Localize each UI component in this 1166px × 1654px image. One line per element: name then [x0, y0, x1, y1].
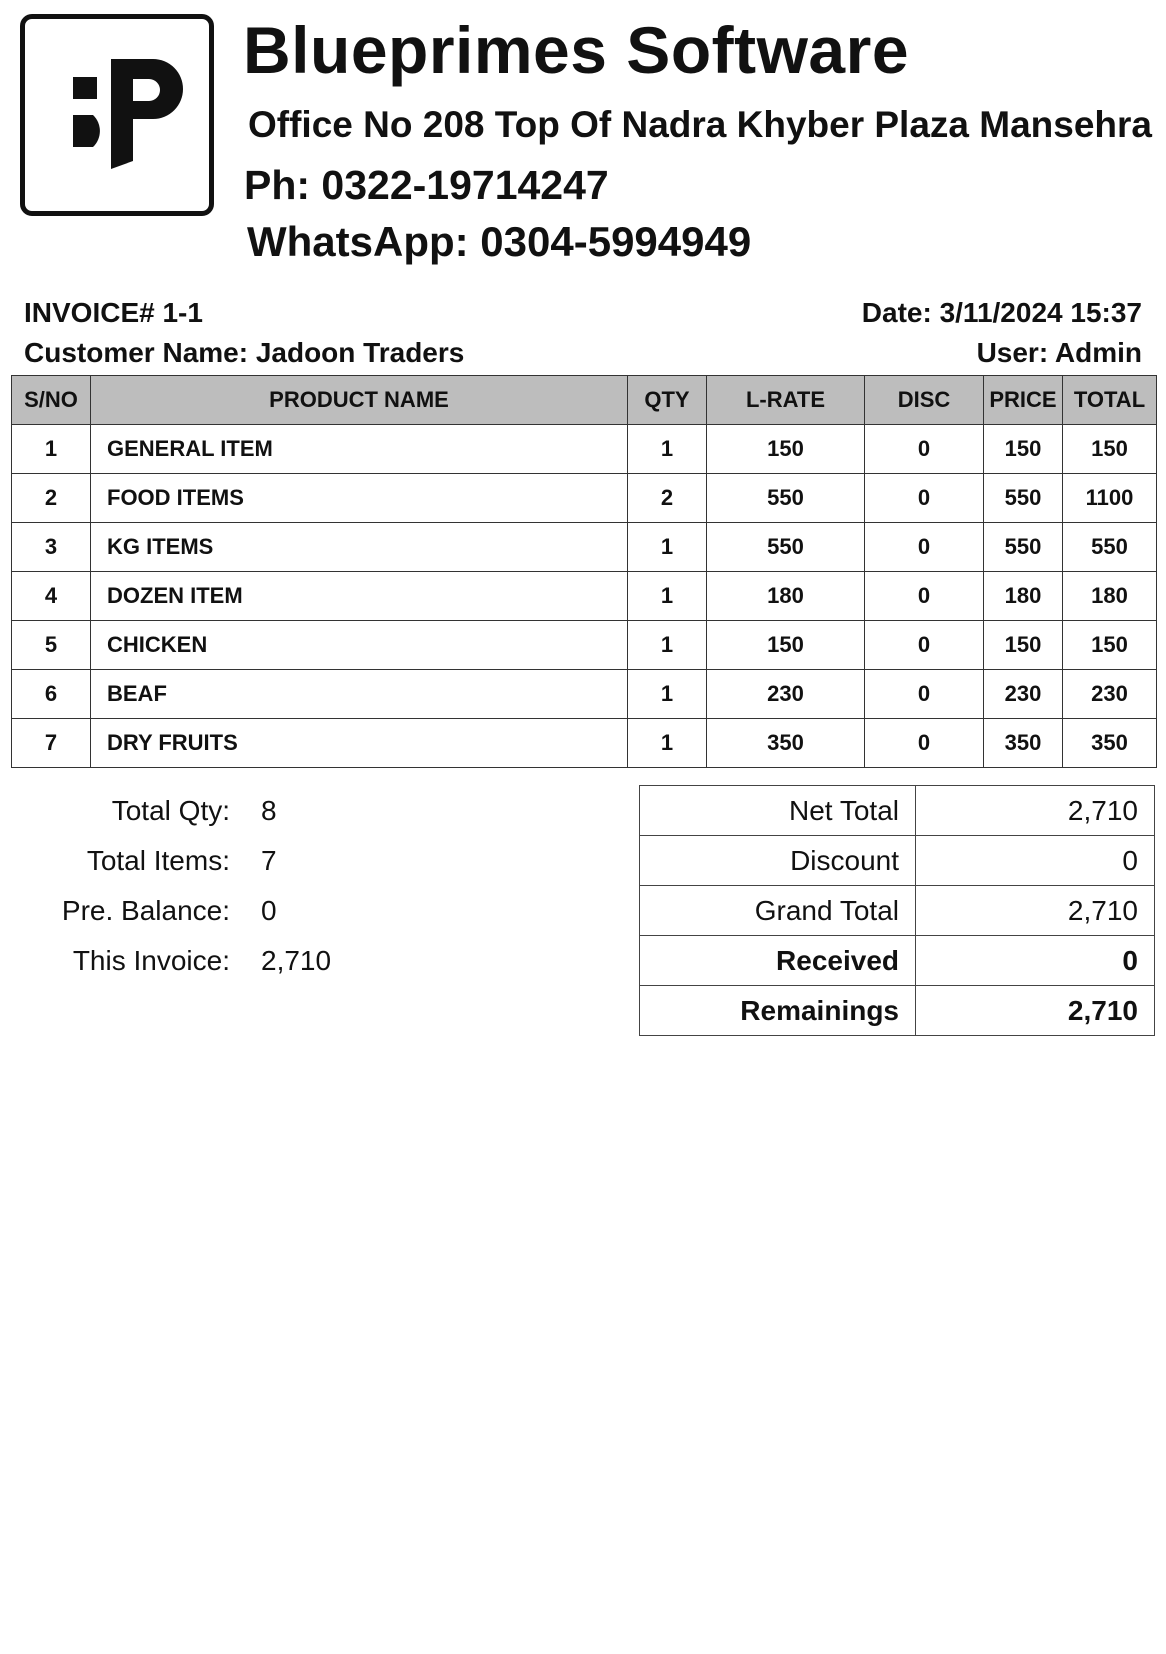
table-row: [12, 474, 1157, 523]
cell-product-name: DRY FRUITS: [91, 719, 628, 768]
cell-qty: 1: [628, 523, 707, 572]
cell-sno: 1: [12, 425, 91, 474]
cell-sno: 6: [12, 670, 91, 719]
received-label: Received: [640, 936, 916, 986]
pre-balance-value: 0: [261, 895, 277, 926]
cell-disc: 0: [865, 719, 984, 768]
cell-disc: 0: [865, 523, 984, 572]
header-qty: QTY: [628, 376, 707, 425]
total-qty-row: [0, 786, 600, 836]
remainings-value: 2,710: [916, 986, 1155, 1036]
discount-label: Discount: [640, 836, 916, 886]
table-header-row: [12, 376, 1157, 425]
discount-row: [640, 836, 1155, 886]
cell-qty: 1: [628, 572, 707, 621]
header-disc: DISC: [865, 376, 984, 425]
cell-sno: 3: [12, 523, 91, 572]
cell-product-name: KG ITEMS: [91, 523, 628, 572]
cell-total: 150: [1063, 425, 1157, 474]
remainings-label: Remainings: [640, 986, 916, 1036]
company-whatsapp: WhatsApp: 0304-5994949: [247, 218, 752, 265]
net-total-row: [640, 786, 1155, 836]
discount-value: 0: [916, 836, 1155, 886]
cell-total: 550: [1063, 523, 1157, 572]
cell-l-rate: 180: [707, 572, 865, 621]
invoice-date: Date: 3/11/2024 15:37: [861, 297, 1142, 328]
bp-logo-icon: [25, 19, 209, 211]
cell-product-name: CHICKEN: [91, 621, 628, 670]
cell-price: 230: [984, 670, 1063, 719]
cell-l-rate: 550: [707, 523, 865, 572]
cell-disc: 0: [865, 670, 984, 719]
cell-sno: 2: [12, 474, 91, 523]
cell-price: 180: [984, 572, 1063, 621]
net-total-value: 2,710: [916, 786, 1155, 836]
company-address: Office No 208 Top Of Nadra Khyber Plaza Mansehra: [248, 104, 1153, 145]
cell-price: 550: [984, 523, 1063, 572]
grand-total-value: 2,710: [916, 886, 1155, 936]
total-items-value: 7: [261, 845, 277, 876]
company-phone: Ph: 0322-19714247: [244, 162, 609, 208]
header-product-name: PRODUCT NAME: [91, 376, 628, 425]
received-row: [640, 936, 1155, 986]
cell-price: 550: [984, 474, 1063, 523]
cell-sno: 7: [12, 719, 91, 768]
cell-qty: 1: [628, 425, 707, 474]
this-invoice-value: 2,710: [261, 945, 332, 976]
total-qty-label: Total Qty:: [111, 795, 230, 826]
cell-total: 230: [1063, 670, 1157, 719]
pre-balance-row: [0, 886, 600, 936]
cell-total: 180: [1063, 572, 1157, 621]
customer-name: Customer Name: Jadoon Traders: [24, 337, 465, 368]
cell-product-name: GENERAL ITEM: [91, 425, 628, 474]
cell-l-rate: 150: [707, 425, 865, 474]
cell-l-rate: 230: [707, 670, 865, 719]
company-logo: [20, 14, 214, 216]
summary-table: [639, 785, 1155, 1036]
cell-l-rate: 350: [707, 719, 865, 768]
table-row: [12, 572, 1157, 621]
cell-product-name: DOZEN ITEM: [91, 572, 628, 621]
received-value: 0: [916, 936, 1155, 986]
cell-qty: 2: [628, 474, 707, 523]
cell-disc: 0: [865, 621, 984, 670]
this-invoice-row: [0, 936, 600, 986]
cell-sno: 4: [12, 572, 91, 621]
cell-total: 350: [1063, 719, 1157, 768]
cell-price: 150: [984, 621, 1063, 670]
cell-sno: 5: [12, 621, 91, 670]
items-table: [11, 375, 1157, 768]
invoice-number: INVOICE# 1-1: [24, 297, 203, 328]
cell-total: 150: [1063, 621, 1157, 670]
this-invoice-label: This Invoice:: [72, 945, 230, 976]
cell-disc: 0: [865, 425, 984, 474]
grand-total-row: [640, 886, 1155, 936]
cell-price: 350: [984, 719, 1063, 768]
grand-total-label: Grand Total: [640, 886, 916, 936]
table-row: [12, 523, 1157, 572]
header-price: PRICE: [984, 376, 1063, 425]
cell-l-rate: 550: [707, 474, 865, 523]
invoice-user: User: Admin: [976, 337, 1142, 368]
cell-qty: 1: [628, 670, 707, 719]
header-sno: S/NO: [12, 376, 91, 425]
header-total: TOTAL: [1063, 376, 1157, 425]
total-items-row: [0, 836, 600, 886]
company-name: Blueprimes Software: [243, 13, 910, 87]
table-row: [12, 719, 1157, 768]
total-items-label: Total Items:: [86, 845, 230, 876]
table-row: [12, 425, 1157, 474]
cell-product-name: FOOD ITEMS: [91, 474, 628, 523]
cell-disc: 0: [865, 474, 984, 523]
table-row: [12, 670, 1157, 719]
remainings-row: [640, 986, 1155, 1036]
pre-balance-label: Pre. Balance:: [61, 895, 230, 926]
cell-l-rate: 150: [707, 621, 865, 670]
cell-total: 1100: [1063, 474, 1157, 523]
cell-price: 150: [984, 425, 1063, 474]
cell-product-name: BEAF: [91, 670, 628, 719]
left-totals: [0, 786, 600, 986]
cell-qty: 1: [628, 621, 707, 670]
header-l-rate: L-RATE: [707, 376, 865, 425]
cell-qty: 1: [628, 719, 707, 768]
net-total-label: Net Total: [640, 786, 916, 836]
total-qty-value: 8: [261, 795, 277, 826]
table-row: [12, 621, 1157, 670]
cell-disc: 0: [865, 572, 984, 621]
